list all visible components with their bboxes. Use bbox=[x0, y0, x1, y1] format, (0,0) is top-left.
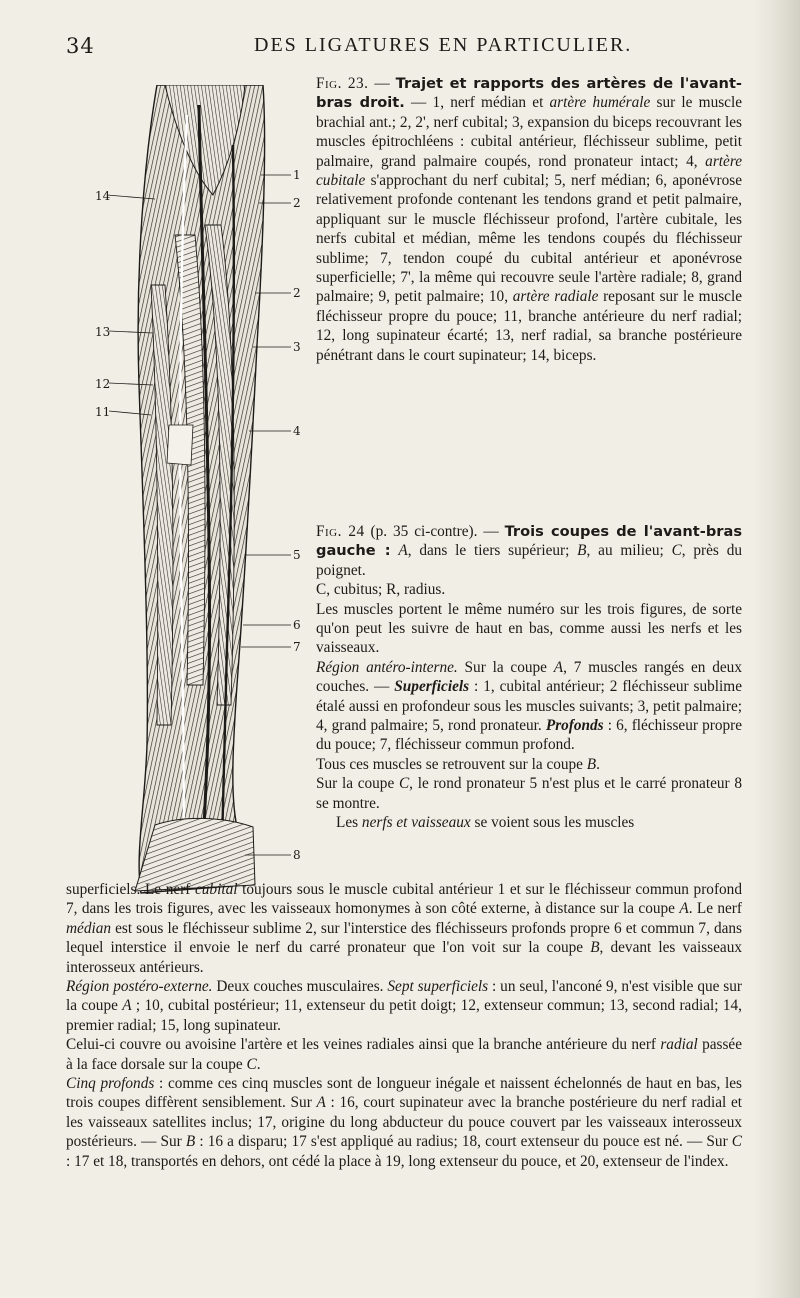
body-italic: C bbox=[731, 1133, 742, 1151]
caption-text: , au milieu; bbox=[586, 542, 672, 560]
body-text-span: , devant les vaisseaux interosseux antérieurs. bbox=[66, 939, 742, 976]
body-text-span: . Le nerf bbox=[688, 900, 742, 918]
caption-text: Les bbox=[336, 814, 362, 832]
body-text bbox=[66, 880, 742, 1171]
caption-italic: B bbox=[577, 542, 587, 560]
group-heading: Cinq profonds bbox=[66, 1075, 155, 1093]
running-head: DES LIGATURES EN PARTICULIER. bbox=[254, 34, 633, 56]
caption-line: C, cubitus; R, radius. bbox=[316, 581, 446, 599]
body-italic: radial bbox=[660, 1036, 698, 1054]
caption-italic: A bbox=[398, 542, 408, 560]
callout-right-7: 7 bbox=[293, 640, 301, 654]
callout-right-6: 6 bbox=[293, 618, 301, 632]
body-text-span: superficiels. Le nerf bbox=[66, 881, 195, 898]
fig-24-ref: (p. 35 ci-contre). — bbox=[364, 523, 499, 540]
fig-24-label: Fig. 24 bbox=[316, 523, 365, 540]
caption-text: sur le muscle brachial ant.; 2, 2', nerf cubital; 3, expansion du biceps recouvrant les muscles épitrochléens : cubital antérieur, fléchisseur sublime, petit palmaire, grand palmaire coupés, rond pronateur intact; 4, bbox=[316, 94, 743, 170]
caption-text: Sur la coupe bbox=[457, 658, 554, 676]
body-text-span: est sous le fléchisseur sublime 2, sur l'interstice des fléchisseurs profonds propre 6 et commun 7, dans lequel interstice il envoie le nerf du carré pronateur que l'on voit sur la coupe bbox=[66, 919, 742, 957]
body-text-span: ; 10, cubital postérieur; 11, extenseur du petit doigt; 12, extenseur commun; 13, second radial; 14, premier radial; 15, long supinateur. bbox=[66, 997, 742, 1034]
body-italic: Sept superficiels bbox=[387, 978, 489, 996]
body-italic: B bbox=[185, 1133, 196, 1151]
caption-italic: artère cubitale bbox=[316, 152, 742, 190]
body-text-span: toujours sous le muscle cubital antérieur 1 et sur le fléchisseur commun profond 7, dans les trois figures, avec les vaisseaux homonymes à son côté externe, à distance sur la coupe bbox=[66, 881, 742, 918]
group-heading: Profonds bbox=[545, 717, 604, 735]
body-text-span: Celui-ci couvre ou avoisine l'artère et les veines radiales ainsi que la branche antérieure du nerf bbox=[66, 1036, 661, 1054]
body-italic: A bbox=[679, 900, 689, 918]
caption-text: . bbox=[596, 755, 600, 773]
caption-text: s'approchant du nerf cubital; 5, nerf médian; 6, aponévrose relativement profonde contenant les tendons grand et petit palmaire, appliquant sur le muscle fléchisseur profond, l'artère cubitale, les nerfs cubital et médian, même les tendons coupés du fléchisseur sublime; 7, tendon coupé du cubital antérieur et aponévrose superficielle; 7', la même qui recouvre seule l'artère radiale; 8, grand palmaire; 9, petit palmaire; 10, bbox=[316, 172, 742, 306]
caption-italic: B bbox=[586, 755, 597, 773]
callout-left-14: 14 bbox=[95, 189, 111, 203]
body-italic: médian bbox=[66, 919, 112, 937]
caption-italic: A bbox=[553, 658, 564, 676]
body-text-span: : 17 et 18, transportés en dehors, ont cédé la place à 19, long extenseur du pouce, et 20, extenseur de l'index. bbox=[66, 1152, 729, 1170]
body-italic: cubital bbox=[194, 881, 238, 898]
region-heading: Région antéro-interne. bbox=[316, 658, 458, 676]
callout-right-2: 2 bbox=[293, 196, 301, 210]
caption-text: se voient sous les muscles bbox=[470, 814, 635, 832]
callout-right-3: 3 bbox=[293, 340, 301, 354]
group-heading: Superficiels bbox=[394, 678, 470, 696]
forearm-engraving bbox=[95, 85, 305, 900]
caption-text: , dans le tiers supérieur; bbox=[407, 542, 578, 560]
callout-left-11: 11 bbox=[95, 405, 111, 419]
caption-text: : 6, fléchisseur propre du pouce; 7, fléchisseur commun profond. bbox=[316, 717, 742, 754]
body-italic: C bbox=[246, 1055, 257, 1073]
page-number: 34 bbox=[66, 34, 95, 58]
body-italic: B bbox=[590, 939, 600, 957]
caption-text: , 7 muscles rangés en deux couches. — bbox=[316, 658, 742, 696]
body-text-span: : 16, court supinateur avec la branche postérieure du nerf radial et les vaisseaux satellites inclus; 17, origine du long abducteur du pouce couvert par les vaisseaux interosseux postérieurs. — Sur bbox=[66, 1094, 742, 1151]
callout-right-2b: 2 bbox=[293, 286, 301, 300]
callout-right-4: 4 bbox=[293, 424, 301, 438]
caption-text: , près du poignet. bbox=[316, 542, 742, 579]
body-italic: A bbox=[316, 1094, 326, 1112]
caption-text: Sur la coupe bbox=[316, 775, 399, 793]
callout-right-5: 5 bbox=[293, 548, 301, 562]
caption-italic: C bbox=[398, 775, 410, 793]
body-text-span: : 16 a disparu; 17 s'est appliqué au radius; 18, court extenseur du pouce est né. — Sur bbox=[195, 1133, 732, 1151]
fig-23-label: Fig. 23. — bbox=[316, 75, 391, 92]
body-text-span: passée à la face dorsale sur la coupe bbox=[66, 1036, 742, 1073]
callout-right-8: 8 bbox=[293, 848, 301, 862]
fig-24-title: Trois coupes de l'avant-bras gauche : bbox=[316, 523, 743, 560]
body-italic: A bbox=[122, 997, 132, 1015]
body-text-span: . bbox=[256, 1055, 261, 1073]
caption-italic: artère humérale bbox=[549, 94, 651, 112]
caption-italic: artère radiale bbox=[512, 288, 599, 306]
caption-text: , le rond pronateur 5 n'est plus et le carré pronateur 8 se montre. bbox=[316, 775, 742, 812]
caption-italic: nerfs et vaisseaux bbox=[361, 814, 471, 832]
body-text-span: : comme ces cinq muscles sont de longueur inégale et naissent échelonnés de haut en bas, les trois coupes diffèrent sensiblement. Sur bbox=[66, 1075, 742, 1112]
caption-text: — 1, nerf médian et bbox=[404, 94, 550, 112]
figure-23-caption bbox=[316, 74, 742, 365]
callout-right-1: 1 bbox=[293, 168, 301, 182]
body-text-span: : un seul, l'anconé 9, n'est visible que sur la coupe bbox=[66, 978, 742, 1015]
page-header bbox=[66, 34, 666, 64]
figure-24-caption bbox=[316, 522, 742, 833]
caption-italic: C bbox=[671, 542, 682, 560]
fig-23-title: Trajet et rapports des artères de l'avant-bras droit. bbox=[316, 75, 742, 112]
body-text-span: Deux couches musculaires. bbox=[212, 978, 388, 996]
caption-text: : 1, cubital antérieur; 2 fléchisseur sublime étalé aussi en profondeur sous les muscles suivants; 3, petit palmaire; 4, grand palmaire; 5, rond pronateur. bbox=[316, 678, 742, 735]
page-edge bbox=[754, 0, 800, 1298]
caption-paragraph: Les muscles portent le même numéro sur les trois figures, de sorte qu'on peut les suivre de haut en bas, comme aussi les nerfs et les vaisseaux. bbox=[316, 600, 742, 657]
callout-left-13: 13 bbox=[95, 325, 111, 339]
callout-left-12: 12 bbox=[95, 377, 111, 391]
region-heading: Région postéro-externe. bbox=[66, 978, 213, 996]
caption-text: Tous ces muscles se retrouvent sur la coupe bbox=[316, 755, 587, 773]
anatomical-illustration bbox=[95, 85, 305, 900]
caption-text: reposant sur le muscle fléchisseur propre du pouce; 11, branche antérieure du nerf radial; 12, long supinateur écarté; 13, nerf radial, sa branche postérieure pénétrant dans le court supinateur; 14, biceps. bbox=[316, 288, 742, 364]
